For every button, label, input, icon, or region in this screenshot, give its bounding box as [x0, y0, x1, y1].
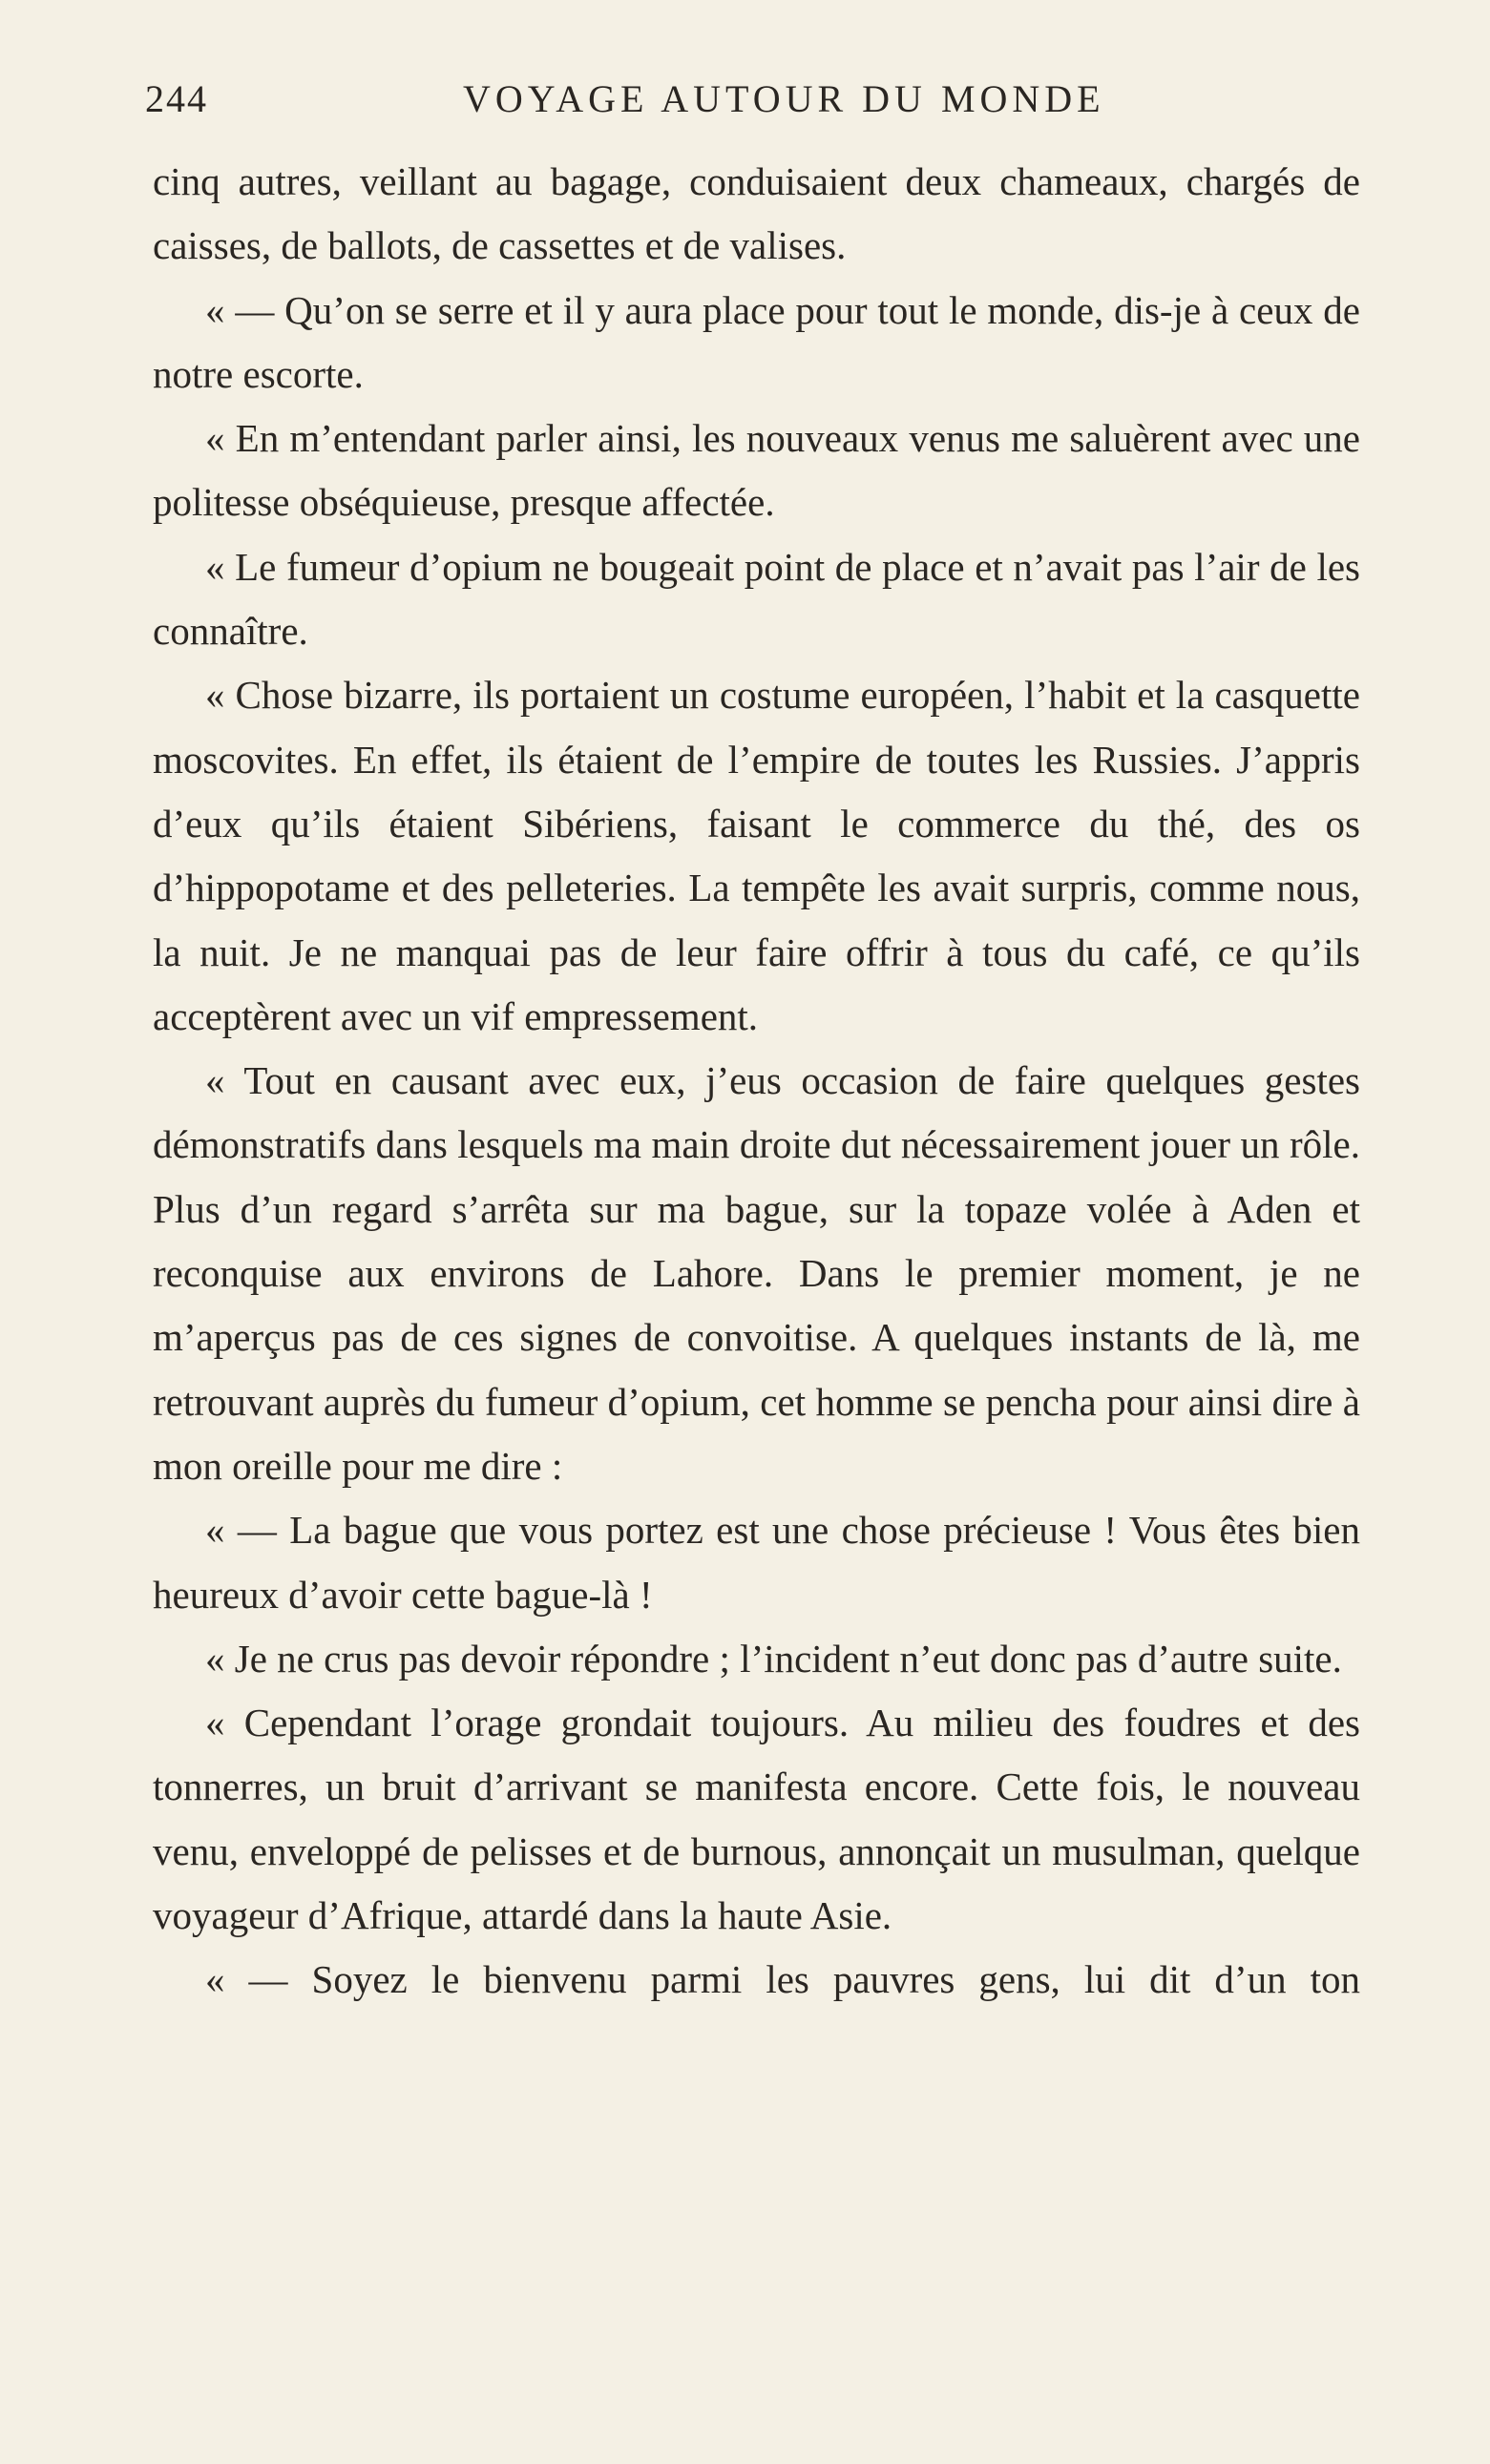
paragraph-6: « Tout en causant avec eux, j’eus occasion de faire quelques gestes démonstratifs dans lesquels ma main droite dut nécessairement jouer un rôle. Plus d’un regard s’arrêta sur ma bague, sur la topaze volée à Aden et reconquise aux environs de Lahore. Dans le premier moment, je ne m’aperçus pas de ces signes de convoitise. A quelques instants de là, me retrouvant auprès du fumeur d’opium, cet homme se pencha pour ainsi dire à mon oreille pour me dire :	[153, 1058, 1360, 1488]
running-head	[134, 76, 1346, 124]
paragraph-8: « Je ne crus pas devoir répondre ; l’incident n’eut donc pas d’autre suite.	[205, 1636, 1342, 1681]
body-text	[153, 150, 1360, 2013]
paragraph-7: « — La bague que vous portez est une chose précieuse ! Vous êtes bien heureux d’avoir cette bague-là !	[153, 1508, 1360, 1617]
page-number: 244	[145, 77, 208, 120]
paragraph-3: « En m’entendant parler ainsi, les nouveaux venus me saluèrent avec une politesse obséquieuse, presque affectée.	[153, 416, 1360, 525]
paragraph-9: « Cependant l’orage grondait toujours. Au milieu des foudres et des tonnerres, un bruit d’arrivant se manifesta encore. Cette fois, le nouveau venu, enveloppé de pelisses et de burnous, annonçait un musulman, quelque voyageur d’Afrique, attardé dans la haute Asie.	[153, 1701, 1360, 1938]
paragraph-10: « — Soyez le bienvenu parmi les pauvres gens, lui dit d’un ton	[205, 1957, 1360, 2002]
paragraph-4: « Le fumeur d’opium ne bougeait point de place et n’avait pas l’air de les connaître.	[153, 544, 1360, 654]
running-title: VOYAGE AUTOUR DU MONDE	[463, 77, 1105, 120]
paragraph-2: « — Qu’on se serre et il y aura place pour tout le monde, dis-je à ceux de notre escorte.	[153, 287, 1360, 396]
paragraph-5: « Chose bizarre, ils portaient un costume européen, l’habit et la casquette moscovites. En effet, ils étaient de l’empire de toutes les Russies. J’appris d’eux qu’ils étaient Sibériens, faisant le commerce du thé, des os d’hippopotame et des pelleteries. La tempête les avait surpris, comme nous, la nuit. Je ne manquai pas de leur faire offrir à tous du café, ce qu’ils acceptèrent avec un vif empressement.	[153, 673, 1360, 1038]
paragraph-1: cinq autres, veillant au bagage, conduisaient deux chameaux, chargés de caisses, de ballots, de cassettes et de valises.	[153, 159, 1360, 268]
